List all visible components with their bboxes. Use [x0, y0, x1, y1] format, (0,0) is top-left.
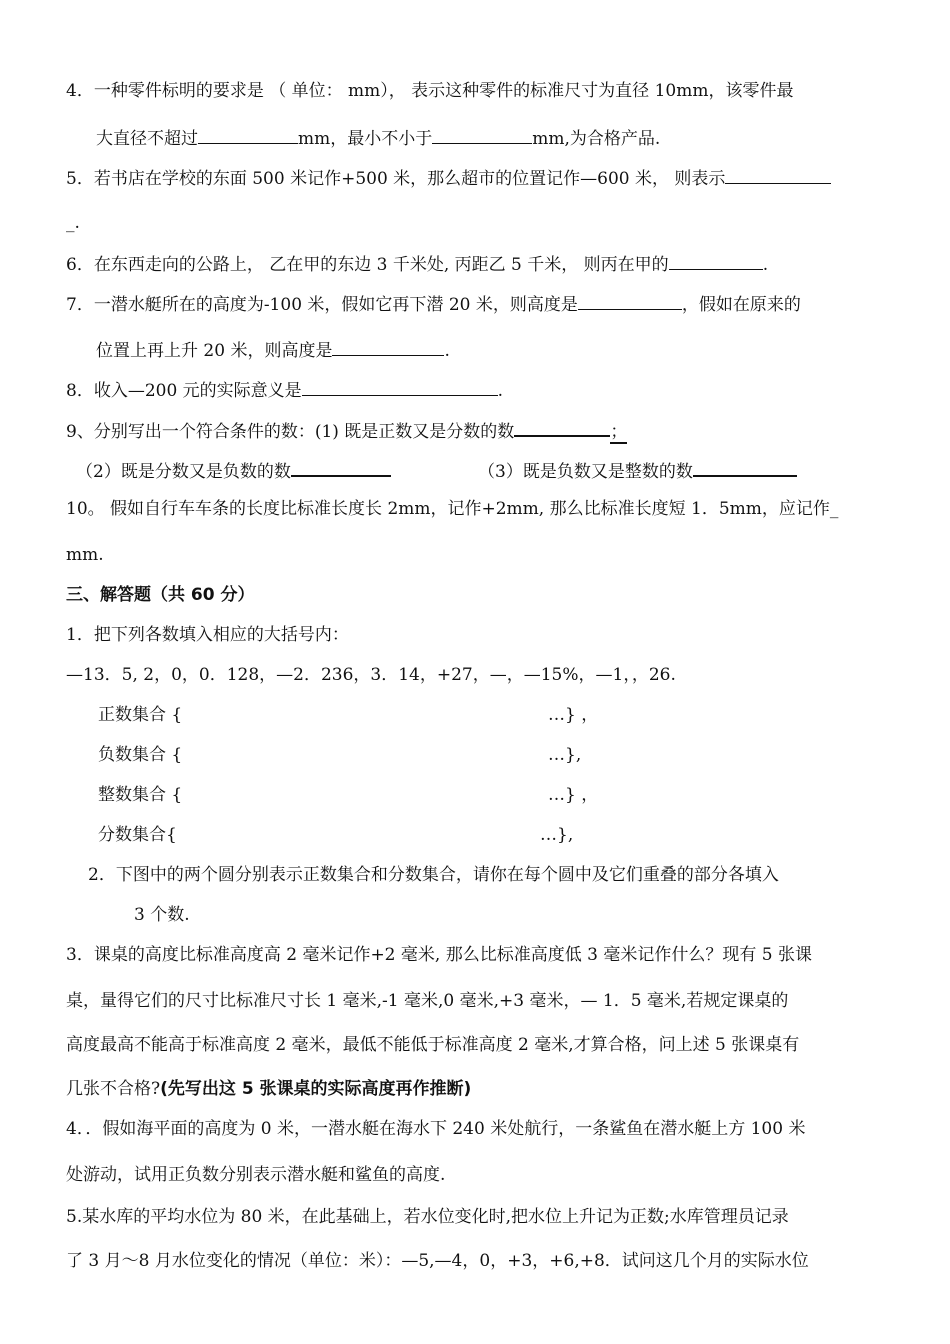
s3-q3-line3: 高度最高不能高于标准高度 2 毫米，最低不能低于标准高度 2 毫米,才算合格，问上述 5 张课桌有: [66, 1035, 800, 1055]
q10-line1: 10。 假如自行车车条的长度比标准长度长 2mm，记作+2mm, 那么比标准长度短 1．5mm，应记作_: [66, 499, 839, 519]
q4-text-b: mm，最小不小于: [298, 129, 433, 149]
q9-text-b: （2）既是分数又是负数的数: [76, 462, 291, 482]
s3-q2-line1: 2．下图中的两个圆分别表示正数集合和分数集合，请你在每个圆中及它们重叠的部分各填入: [88, 865, 779, 885]
set-integer-end: …} ，: [548, 785, 599, 805]
set-integer-label: 整数集合 {: [98, 785, 183, 805]
set-negative-end: …},: [548, 745, 582, 765]
q4-blank-min[interactable]: [432, 126, 532, 144]
q7-text-c: 位置上再上升 20 米，则高度是: [96, 341, 333, 361]
q7-line1: [66, 292, 801, 316]
q4-text-c: mm,为合格产品.: [532, 129, 661, 149]
s3-q2-line2: 3 个数.: [134, 905, 190, 925]
q9-text-c: （3）既是负数又是整数的数: [478, 462, 693, 482]
section-heading: 三、解答题（共 60 分）: [66, 585, 255, 605]
set-fraction-end: …},: [540, 825, 574, 845]
s3-q3-line4: [66, 1078, 471, 1100]
q5-text: 5．若书店在学校的东面 500 米记作+500 米，那么超市的位置记作—600 米， 则表示: [66, 169, 726, 189]
s3-q3-line2: 桌，量得它们的尺寸比标准尺寸长 1 毫米,-1 毫米,0 毫米,+3 毫米，— 1．5 毫米,若规定课桌的: [66, 991, 789, 1011]
q10-line2: mm.: [66, 545, 104, 565]
q6-blank[interactable]: [669, 252, 763, 270]
q6-end: .: [762, 255, 769, 275]
s3-q1-numbers: —13．5, 2，0，0．128，—2．236，3．14，+27，—，—15%，—1，，26.: [66, 665, 676, 685]
q5-blank[interactable]: [725, 166, 831, 184]
s3-q4-line2: 处游动，试用正负数分别表示潜水艇和鲨鱼的高度.: [66, 1165, 446, 1185]
q9-line1: [66, 418, 627, 443]
q5-line2: _.: [66, 213, 80, 233]
s3-q1-title: 1．把下列各数填入相应的大括号内：: [66, 625, 349, 645]
set-positive-end: …} ，: [548, 705, 599, 725]
q9-blank-1[interactable]: [514, 418, 610, 437]
q6-text: 6．在东西走向的公路上， 乙在甲的东边 3 千米处, 丙距乙 5 千米， 则丙在甲的: [66, 255, 669, 275]
s3-q4-line1: 4．．假如海平面的高度为 0 米，一潜水艇在海水下 240 米处航行，一条鲨鱼在潜水艇上方 100 米: [66, 1119, 806, 1139]
q7-text-a: 7．一潜水艇所在的高度为-100 米，假如它再下潜 20 米，则高度是: [66, 295, 578, 315]
q7-end: .: [444, 341, 450, 361]
s3-q3-text: 几张不合格?: [66, 1079, 161, 1099]
q8-blank[interactable]: [302, 378, 498, 396]
set-fraction-label: 分数集合{: [98, 825, 177, 845]
q9-blank-3[interactable]: [693, 458, 797, 477]
q4-text-a: 大直径不超过: [96, 129, 198, 149]
s3-q5-line1: 5.某水库的平均水位为 80 米，在此基础上，若水位变化时,把水位上升记为正数;水库管理员记录: [66, 1207, 789, 1227]
s3-q3-line1: 3．课桌的高度比标准高度高 2 毫米记作+2 毫米, 那么比标准高度低 3 毫米记作什么？现有 5 张课: [66, 945, 812, 965]
q4-line1: 4．一种零件标明的要求是 （ 单位： mm）， 表示这种零件的标准尺寸为直径 10mm，该零件最: [66, 81, 794, 101]
s3-q3-bold-note: (先写出这 5 张课桌的实际高度再作推断): [160, 1079, 472, 1099]
q9-text-a: 9、分别写出一个符合条件的数：(1) 既是正数又是分数的数: [66, 422, 515, 442]
set-positive-label: 正数集合 {: [98, 705, 183, 725]
q5-line1: [66, 166, 831, 190]
q4-line2: [96, 126, 660, 150]
q9-end: ；: [610, 422, 628, 442]
q8-end: .: [497, 381, 504, 401]
q9-blank-2[interactable]: [291, 458, 391, 477]
q4-blank-max[interactable]: [198, 126, 298, 144]
s3-q5-line2: 了 3 月～8 月水位变化的情况（单位：米）：—5,—4，0，+3，+6,+8．试问这几个月的实际水位: [66, 1251, 809, 1271]
q7-blank-2[interactable]: [332, 338, 444, 356]
q6-line: [66, 252, 768, 276]
q7-text-b: ，假如在原来的: [681, 295, 801, 315]
q9-line2-right: [478, 458, 797, 483]
q9-line2: [76, 458, 391, 483]
q7-blank-1[interactable]: [578, 292, 682, 310]
set-negative-label: 负数集合 {: [98, 745, 183, 765]
q8-text: 8．收入—200 元的实际意义是: [66, 381, 302, 401]
q7-line2: [96, 338, 450, 362]
q8-line: [66, 378, 503, 402]
